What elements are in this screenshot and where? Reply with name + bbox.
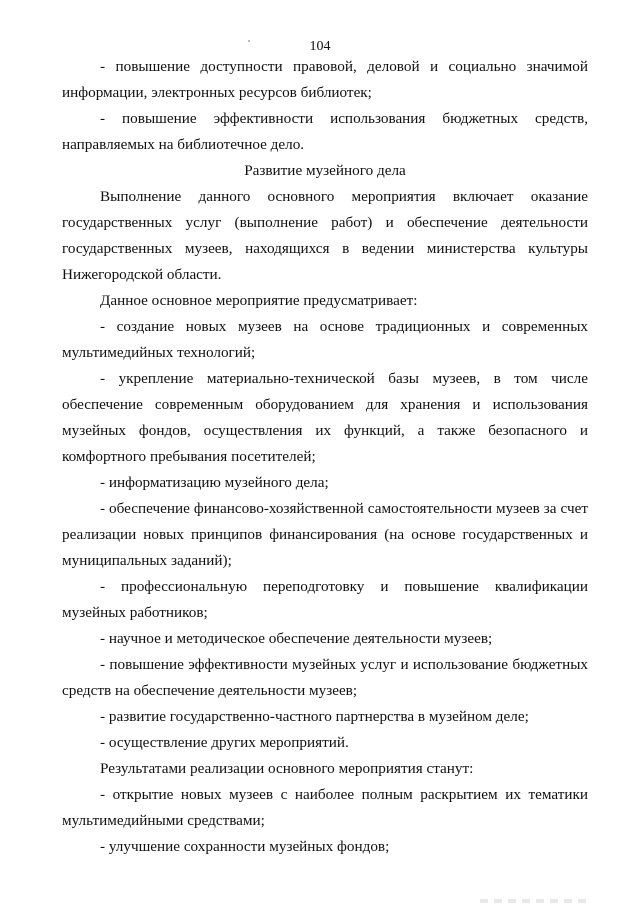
list-item-service-efficiency: - повышение эффективности музейных услуг и использование бюджетных средств на обеспечение деятельности музеев;	[62, 656, 588, 699]
paragraph-museum-activity-intro: Выполнение данного основного мероприятия включает оказание государственных услуг (выполнение работ) и обеспечение деятельности государственных музеев, находящихся в ведении министерства культуры Нижегородской области.	[62, 188, 588, 283]
document-body	[62, 54, 588, 860]
page-number: 104	[309, 39, 331, 54]
scan-artifact	[480, 899, 590, 903]
section-heading-museum-development: Развитие музейного дела	[244, 162, 406, 179]
list-item-material-base: - укрепление материально-технической базы музеев, в том числе обеспечение современным оборудованием для хранения и использования музейных фондов, осуществления их функций, а также безопасного и комфортного пребывания посетителей;	[62, 370, 588, 465]
list-item-financial-independence: - обеспечение финансово-хозяйственной самостоятельности музеев за счет реализации новых принципов финансирования (на основе государственных и муниципальных заданий);	[62, 500, 588, 569]
list-item-new-museums: - создание новых музеев на основе традиционных и современных мультимедийных технологий;	[62, 318, 588, 361]
paragraph-legal-info-access: - повышение доступности правовой, деловой и социально значимой информации, электронных ресурсов библиотек;	[62, 58, 588, 101]
paragraph-provisions-lead: Данное основное мероприятие предусматривает:	[100, 292, 418, 309]
paragraph-budget-efficiency-libraries: - повышение эффективности использования бюджетных средств, направляемых на библиотечное дело.	[62, 110, 588, 153]
list-item-informatization: - информатизацию музейного дела;	[100, 474, 329, 491]
list-item-scientific-support: - научное и методическое обеспечение деятельности музеев;	[100, 630, 493, 647]
list-item-public-private-partnership: - развитие государственно-частного партнерства в музейном деле;	[100, 708, 529, 725]
paragraph-results-lead: Результатами реализации основного мероприятия станут:	[100, 760, 474, 777]
list-item-fund-preservation: - улучшение сохранности музейных фондов;	[100, 838, 390, 855]
list-item-other-measures: - осуществление других мероприятий.	[100, 734, 349, 751]
list-item-opening-museums: - открытие новых музеев с наиболее полным раскрытием их тематики мультимедийными средствами;	[62, 786, 588, 829]
list-item-retraining: - профессиональную переподготовку и повышение квалификации музейных работников;	[62, 578, 588, 621]
